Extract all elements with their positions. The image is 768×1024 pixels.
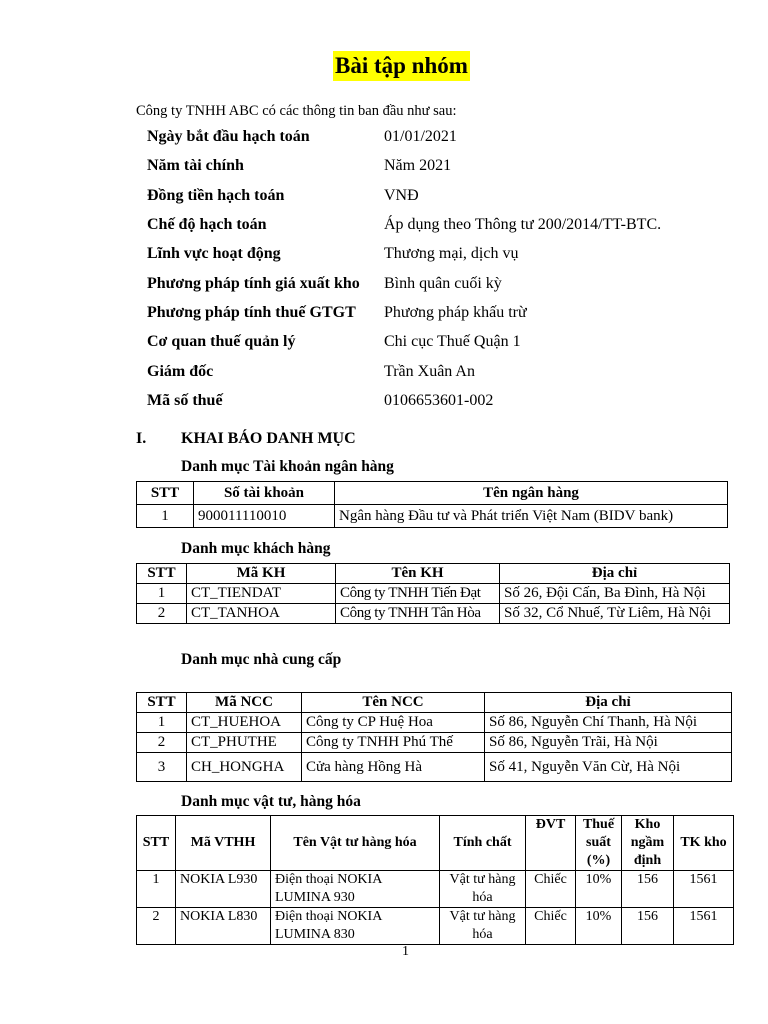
bank-table xyxy=(136,481,728,528)
page-number: 1 xyxy=(402,944,409,959)
info-label: Phương pháp tính thuế GTGT xyxy=(147,304,356,321)
table-cell: Số 86, Nguyễn Chí Thanh, Hà Nội xyxy=(485,713,732,733)
column-header: Tên NCC xyxy=(302,693,485,713)
info-label: Ngày bắt đầu hạch toán xyxy=(147,128,310,145)
info-label: Đồng tiền hạch toán xyxy=(147,187,285,204)
table-cell: 1 xyxy=(137,713,187,733)
info-label: Năm tài chính xyxy=(147,157,244,174)
column-header: Mã NCC xyxy=(187,693,302,713)
bank-heading: Danh mục Tài khoản ngân hàng xyxy=(181,458,394,475)
customers-table xyxy=(136,563,730,624)
table-row xyxy=(137,908,734,945)
info-value: 01/01/2021 xyxy=(384,128,457,145)
table-cell: CT_PHUTHE xyxy=(187,733,302,753)
info-label: Phương pháp tính giá xuất kho xyxy=(147,275,360,292)
info-value: Năm 2021 xyxy=(384,157,452,174)
table-cell: 10% xyxy=(576,908,622,945)
table-cell: Chiếc xyxy=(526,871,576,908)
table-cell: CT_TIENDAT xyxy=(187,584,336,604)
table-row xyxy=(137,753,732,782)
table-cell: 1561 xyxy=(674,871,734,908)
intro-text: Công ty TNHH ABC có các thông tin ban đầu như sau: xyxy=(136,103,457,119)
column-header: Mã KH xyxy=(187,564,336,584)
table-cell: Cửa hàng Hồng Hà xyxy=(302,753,485,782)
table-header-row xyxy=(137,482,728,505)
suppliers-heading: Danh mục nhà cung cấp xyxy=(181,651,342,668)
info-value: Bình quân cuối kỳ xyxy=(384,275,502,292)
table-header-row xyxy=(137,564,730,584)
customers-heading: Danh mục khách hàng xyxy=(181,540,331,557)
table-cell: 156 xyxy=(622,871,674,908)
table-cell: Công ty TNHH Tân Hòa xyxy=(336,604,500,624)
table-cell: Số 26, Đội Cấn, Ba Đình, Hà Nội xyxy=(500,584,730,604)
table-cell: Công ty CP Huệ Hoa xyxy=(302,713,485,733)
table-cell: 1 xyxy=(137,871,176,908)
table-cell: 900011110010 xyxy=(194,505,335,528)
column-header: Tên KH xyxy=(336,564,500,584)
column-header: Địa chỉ xyxy=(500,564,730,584)
table-cell: Công ty TNHH Tiến Đạt xyxy=(336,584,500,604)
column-header: Thuế suất (%) xyxy=(576,816,622,871)
info-value: Áp dụng theo Thông tư 200/2014/TT-BTC. xyxy=(384,216,662,233)
info-value: Trần Xuân An xyxy=(384,363,475,380)
table-cell: Vật tư hàng hóa xyxy=(440,871,526,908)
table-cell: NOKIA L830 xyxy=(176,908,271,945)
table-row xyxy=(137,505,728,528)
table-header-row xyxy=(137,693,732,713)
table-row xyxy=(137,584,730,604)
column-header: Tính chất xyxy=(440,816,526,871)
table-cell: Vật tư hàng hóa xyxy=(440,908,526,945)
info-value: 0106653601-002 xyxy=(384,392,494,409)
table-cell: 1561 xyxy=(674,908,734,945)
table-cell: Số 32, Cổ Nhuế, Từ Liêm, Hà Nội xyxy=(500,604,730,624)
table-cell: 2 xyxy=(137,908,176,945)
table-cell: Công ty TNHH Phú Thế xyxy=(302,733,485,753)
table-cell: 10% xyxy=(576,871,622,908)
info-value: VNĐ xyxy=(384,187,419,204)
section-number: I. xyxy=(136,430,147,447)
column-header: Mã VTHH xyxy=(176,816,271,871)
table-cell: Số 86, Nguyễn Trãi, Hà Nội xyxy=(485,733,732,753)
table-cell: Ngân hàng Đầu tư và Phát triển Việt Nam (BIDV bank) xyxy=(335,505,728,528)
table-cell: CH_HONGHA xyxy=(187,753,302,782)
table-cell: 2 xyxy=(137,604,187,624)
column-header: STT xyxy=(137,816,176,871)
column-header: ĐVT xyxy=(526,816,576,871)
document-title: Bài tập nhóm xyxy=(333,51,470,81)
table-cell: Điện thoại NOKIA LUMINA 930 xyxy=(271,871,440,908)
table-cell: 3 xyxy=(137,753,187,782)
info-value: Thương mại, dịch vụ xyxy=(384,245,519,262)
info-label: Cơ quan thuế quản lý xyxy=(147,333,296,350)
goods-heading: Danh mục vật tư, hàng hóa xyxy=(181,793,361,810)
table-cell: 1 xyxy=(137,505,194,528)
table-cell: 2 xyxy=(137,733,187,753)
table-cell: CT_HUEHOA xyxy=(187,713,302,733)
table-cell: Điện thoại NOKIA LUMINA 830 xyxy=(271,908,440,945)
suppliers-table xyxy=(136,692,732,782)
table-row xyxy=(137,871,734,908)
column-header: STT xyxy=(137,693,187,713)
table-cell: 1 xyxy=(137,584,187,604)
column-header: TK kho xyxy=(674,816,734,871)
column-header: Kho ngầm định xyxy=(622,816,674,871)
info-label: Lĩnh vực hoạt động xyxy=(147,245,281,262)
table-cell: 156 xyxy=(622,908,674,945)
table-cell: Số 41, Nguyễn Văn Cừ, Hà Nội xyxy=(485,753,732,782)
info-value: Phương pháp khấu trừ xyxy=(384,304,527,321)
table-header-row xyxy=(137,816,734,871)
column-header: STT xyxy=(137,564,187,584)
column-header: Tên Vật tư hàng hóa xyxy=(271,816,440,871)
column-header: Tên ngân hàng xyxy=(335,482,728,505)
table-row xyxy=(137,713,732,733)
table-row xyxy=(137,604,730,624)
table-row xyxy=(137,733,732,753)
column-header: Địa chỉ xyxy=(485,693,732,713)
info-label: Giám đốc xyxy=(147,363,214,380)
info-label: Mã số thuế xyxy=(147,392,223,409)
column-header: STT xyxy=(137,482,194,505)
section-title: KHAI BÁO DANH MỤC xyxy=(181,430,356,447)
column-header: Số tài khoản xyxy=(194,482,335,505)
table-cell: Chiếc xyxy=(526,908,576,945)
info-label: Chế độ hạch toán xyxy=(147,216,267,233)
table-cell: NOKIA L930 xyxy=(176,871,271,908)
goods-table xyxy=(136,815,734,945)
info-value: Chi cục Thuế Quận 1 xyxy=(384,333,521,350)
table-cell: CT_TANHOA xyxy=(187,604,336,624)
